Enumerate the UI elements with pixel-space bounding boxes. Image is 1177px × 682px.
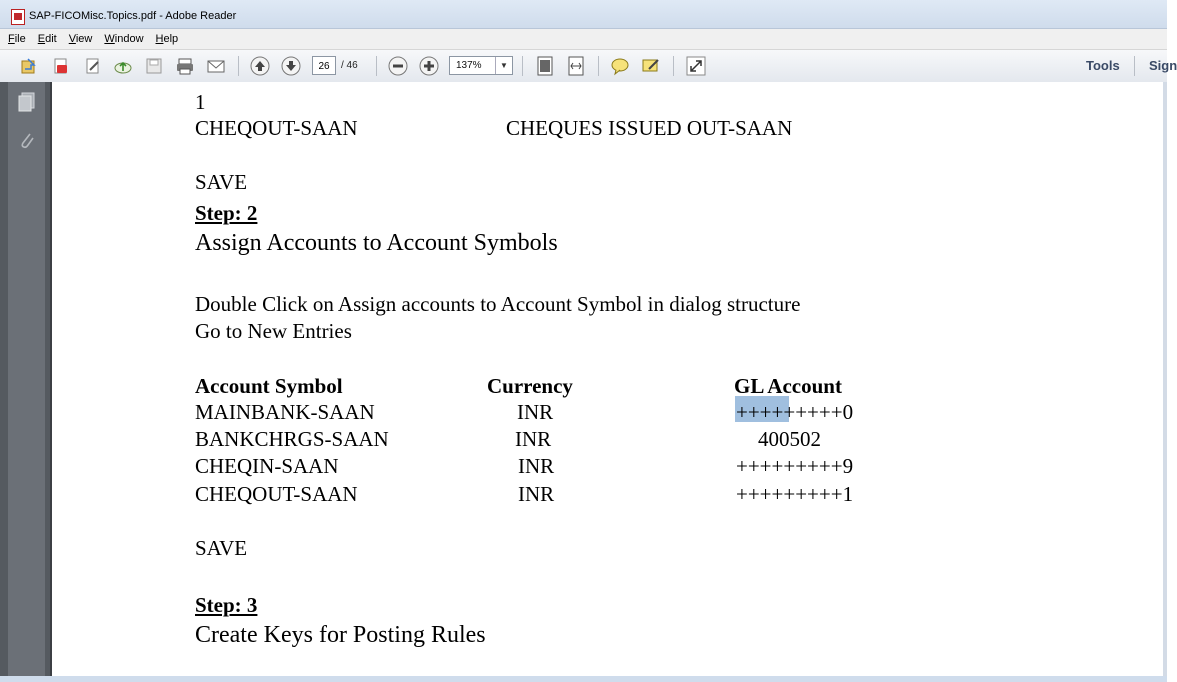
save-text-1: SAVE — [195, 170, 248, 194]
menu-edit[interactable]: Edit — [37, 33, 57, 45]
table-row-gl-account: +++++++++0 — [736, 400, 854, 424]
upload-cloud-icon[interactable] — [112, 55, 134, 77]
table-row-gl-account: 400502 — [758, 427, 821, 451]
table-row-currency: INR — [515, 427, 552, 451]
table-row-currency: INR — [517, 400, 554, 424]
chevron-down-icon[interactable]: ▼ — [495, 57, 512, 74]
table-row-currency: INR — [518, 454, 555, 478]
zoom-out-icon[interactable] — [387, 55, 409, 77]
menu-window[interactable]: Window — [104, 33, 144, 45]
open-icon[interactable] — [18, 55, 40, 77]
menu-file[interactable]: File — [8, 33, 26, 45]
create-pdf-icon[interactable] — [50, 55, 72, 77]
fit-width-icon[interactable] — [565, 55, 587, 77]
step-2-title: Assign Accounts to Account Symbols — [195, 230, 558, 256]
fit-page-icon[interactable] — [534, 55, 556, 77]
table-row-gl-account: +++++++++1 — [736, 482, 854, 506]
sign-button[interactable]: Sign — [1149, 58, 1177, 73]
table-row-gl-account: +++++++++9 — [736, 454, 854, 478]
attachments-icon[interactable] — [17, 130, 37, 152]
table-row-account-symbol: MAINBANK-SAAN — [195, 400, 375, 424]
toolbar — [0, 49, 1177, 83]
print-icon[interactable] — [174, 55, 196, 77]
navigation-panel — [0, 82, 50, 682]
zoom-in-icon[interactable] — [418, 55, 440, 77]
step-3-title: Create Keys for Posting Rules — [195, 622, 486, 648]
cheqout-description-text: CHEQUES ISSUED OUT-SAAN — [506, 116, 793, 140]
instruction-double-click: Double Click on Assign accounts to Account Symbol in dialog structure — [195, 292, 801, 316]
tools-button[interactable]: Tools — [1086, 58, 1120, 73]
separator — [522, 56, 523, 76]
page-number-input[interactable]: 26 — [312, 56, 336, 75]
separator — [238, 56, 239, 76]
table-row-account-symbol: CHEQOUT-SAAN — [195, 482, 358, 506]
separator — [376, 56, 377, 76]
page-total: / 46 — [341, 60, 358, 71]
table-header-currency: Currency — [487, 374, 573, 398]
title-bar — [0, 0, 1167, 29]
table-row-account-symbol: CHEQIN-SAAN — [195, 454, 339, 478]
page-line-number: 1 — [195, 90, 206, 114]
separator — [1134, 56, 1135, 76]
table-header-gl-account: GL Account — [734, 374, 842, 398]
previous-page-icon[interactable] — [249, 55, 271, 77]
cheqout-symbol-text: CHEQOUT-SAAN — [195, 116, 358, 140]
menu-bar — [0, 29, 1167, 49]
edit-pdf-icon[interactable] — [82, 55, 104, 77]
save-text-2: SAVE — [195, 536, 248, 560]
separator — [598, 56, 599, 76]
separator — [673, 56, 674, 76]
table-header-account-symbol: Account Symbol — [195, 374, 343, 398]
scrollbar-track[interactable] — [1163, 82, 1167, 682]
step-3-heading: Step: 3 — [195, 593, 258, 617]
table-row-account-symbol: BANKCHRGS-SAAN — [195, 427, 389, 451]
adobe-pdf-icon — [11, 9, 25, 25]
comment-icon[interactable] — [609, 55, 631, 77]
menu-view[interactable]: View — [68, 33, 93, 45]
navigation-panel-strip — [8, 82, 45, 682]
window-bottom-border — [0, 676, 1167, 682]
save-icon[interactable] — [143, 55, 165, 77]
zoom-select[interactable] — [449, 56, 513, 75]
window-title: SAP-FICOMisc.Topics.pdf - Adobe Reader — [29, 10, 237, 22]
email-icon[interactable] — [205, 55, 227, 77]
page-thumbnails-icon[interactable] — [17, 92, 37, 114]
zoom-value: 137% — [456, 60, 482, 71]
menu-help[interactable]: Help — [155, 33, 179, 45]
next-page-icon[interactable] — [280, 55, 302, 77]
instruction-new-entries: Go to New Entries — [195, 319, 352, 343]
step-2-heading: Step: 2 — [195, 201, 258, 225]
highlight-icon[interactable] — [640, 55, 662, 77]
table-row-currency: INR — [518, 482, 555, 506]
full-screen-icon[interactable] — [685, 55, 707, 77]
